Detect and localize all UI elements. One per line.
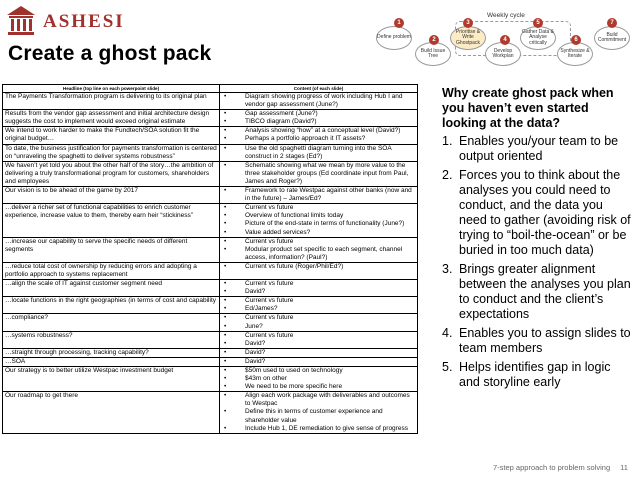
headline-cell: …locate functions in the right geographies (in terms of cost and capability <box>3 297 220 314</box>
content-bullet: • $50m used to used on technology <box>222 367 415 375</box>
table-row <box>3 280 418 297</box>
reason-item <box>442 326 632 356</box>
reason-number: 1. <box>442 134 453 148</box>
headline-cell: To date, the business justification for payments transformation is centered on “unraveling the spaghetti to deliver systems robustness” <box>3 144 220 161</box>
content-bullet: • David? <box>222 288 415 296</box>
content-bullet: • Current vs future <box>222 280 415 288</box>
content-cell <box>220 314 418 331</box>
reason-text: Forces you to think about the analyses you could need to conduct, and the data you need to gather (avoiding risk of trying to “boil-the-ocean” or be buried in too much data) <box>459 168 631 257</box>
table-row <box>3 204 418 237</box>
reason-number: 4. <box>442 326 453 340</box>
content-bullet: • Ed/James? <box>222 305 415 313</box>
content-bullet: • Analysis showing “how” at a conceptual level (David?) <box>222 127 415 135</box>
step-1-label: Define problem <box>377 34 411 41</box>
headline-cell: …increase our capability to serve the specific needs of different segments <box>3 237 220 262</box>
step-6 <box>557 42 593 66</box>
slide-title: Create a ghost pack <box>8 42 212 65</box>
reason-number: 3. <box>442 262 453 276</box>
content-bullet: • Framework to rate Westpac against other banks (now and in the future) – James/Ed? <box>222 187 415 203</box>
step-5-label: Gather Data & Analyse critically <box>522 28 554 46</box>
footer-text: 7-step approach to problem solving <box>493 463 611 472</box>
ghost-pack-table <box>2 84 418 434</box>
reason-number: 2. <box>442 168 453 182</box>
step-7-label: Build Commitment <box>597 31 627 43</box>
table-body <box>3 93 418 434</box>
content-cell <box>220 348 418 357</box>
table-row <box>3 357 418 366</box>
content-bullet: • Use the old spaghetti diagram turning into the SOA construct in 2 stages (Ed?) <box>222 145 415 161</box>
content-bullet: • Overview of functional limits today <box>222 212 415 220</box>
content-bullet: • Picture of the end-state in terms of functionality (June?) <box>222 220 415 228</box>
step-7 <box>594 26 630 50</box>
reason-text: Brings greater alignment between the analyses you plan to conduct and the client’s expectations <box>459 262 631 321</box>
content-bullet: • Schematic showing what we mean by more value to the three stakeholder groups (Ed coordinate input from Paul, James and Roger?) <box>222 162 415 186</box>
headline-cell: …reduce total cost of ownership by reducing errors and adopting a portfolio approach to systems replacement <box>3 262 220 279</box>
header-headline: Headline (top line on each powerpoint slide) <box>3 85 220 93</box>
headline-cell: Our strategy is to better utilize Westpac investment budget <box>3 367 220 392</box>
content-bullet: • Define this in terms of customer experience and shareholder value <box>222 408 415 424</box>
table-row <box>3 392 418 433</box>
table-row <box>3 144 418 161</box>
process-diagram <box>370 8 638 74</box>
content-cell <box>220 357 418 366</box>
content-cell <box>220 297 418 314</box>
reason-text: Helps identifies gap in logic and storyline early <box>459 360 611 389</box>
step-3 <box>450 26 486 50</box>
headline-cell: Our vision is to be ahead of the game by 2017 <box>3 187 220 204</box>
table-row <box>3 331 418 348</box>
table-row <box>3 297 418 314</box>
content-cell <box>220 331 418 348</box>
step-4 <box>485 42 521 66</box>
reason-number: 5. <box>442 360 453 374</box>
step-4-number: 4 <box>500 35 510 45</box>
content-bullet: • David? <box>222 358 415 366</box>
content-cell <box>220 262 418 279</box>
content-bullet: • Current vs future <box>222 204 415 212</box>
step-3-label: Prioritise & Write Ghostpack <box>455 28 481 46</box>
table-row <box>3 237 418 262</box>
table-row <box>3 262 418 279</box>
content-bullet: • Current vs future <box>222 332 415 340</box>
table-row <box>3 367 418 392</box>
table-row <box>3 187 418 204</box>
content-bullet: • Current vs future <box>222 314 415 322</box>
step-2-label: Build Issue Tree <box>420 47 446 59</box>
step-6-label: Synthesize & Iterate <box>560 47 590 59</box>
content-bullet: • TIBCO diagram (David?) <box>222 118 415 126</box>
reason-item <box>442 168 632 258</box>
reason-item <box>442 262 632 322</box>
content-bullet: • Diagram showing progress of work including Hub I and vendor gap assessment (June?) <box>222 93 415 109</box>
headline-cell: …straight through processing, tracking capability? <box>3 348 220 357</box>
headline-cell: …deliver a richer set of functional capabilities to enrich customer experience, increase value to them, thereby earn heir “stickiness” <box>3 204 220 237</box>
content-bullet: • Current vs future (Roger/Phil/Ed?) <box>222 263 415 271</box>
table-row <box>3 348 418 357</box>
headline-cell: Results from the vendor gap assessment and initial architecture design suggests the cost to implement would exceed original estimate <box>3 110 220 127</box>
logo-text: ASHESI <box>43 11 125 32</box>
step-1-number: 1 <box>394 18 404 28</box>
weekly-cycle-label: Weekly cycle <box>487 12 525 19</box>
page-number: 11 <box>620 463 628 472</box>
content-cell <box>220 204 418 237</box>
content-cell <box>220 367 418 392</box>
headline-cell: Our roadmap to get there <box>3 392 220 433</box>
content-cell <box>220 187 418 204</box>
content-cell <box>220 237 418 262</box>
why-ghost-pack-panel <box>442 86 632 394</box>
table-row <box>3 161 418 186</box>
headline-cell: …compliance? <box>3 314 220 331</box>
table-row <box>3 110 418 127</box>
headline-cell: …align the scale of IT against customer segment need <box>3 280 220 297</box>
reason-item <box>442 360 632 390</box>
content-cell <box>220 161 418 186</box>
headline-cell: The Payments Transformation program is delivering to its original plan <box>3 93 220 110</box>
step-1 <box>376 26 412 50</box>
content-bullet: • June? <box>222 323 415 331</box>
step-6-number: 6 <box>571 35 581 45</box>
content-cell <box>220 110 418 127</box>
content-bullet: • Current vs future <box>222 297 415 305</box>
table-row <box>3 314 418 331</box>
step-7-number: 7 <box>607 18 617 28</box>
content-cell <box>220 127 418 144</box>
step-2-number: 2 <box>429 35 439 45</box>
table-row <box>3 127 418 144</box>
headline-cell: …systems robustness? <box>3 331 220 348</box>
content-bullet: • David? <box>222 340 415 348</box>
step-5 <box>520 26 556 50</box>
headline-cell: We intend to work harder to make the Fundtech/SOA solution fit the original budget… <box>3 127 220 144</box>
reason-text: Enables you to assign slides to team members <box>459 326 631 355</box>
ashesi-logo <box>6 5 156 39</box>
panel-heading: Why create ghost pack when you haven’t even started looking at the data? <box>442 86 614 130</box>
step-2 <box>415 42 451 66</box>
content-bullet: • Align each work package with deliverables and outcomes to Westpac <box>222 392 415 408</box>
reason-item <box>442 134 632 164</box>
footer <box>493 463 628 472</box>
headline-cell: …SOA <box>3 357 220 366</box>
content-cell <box>220 93 418 110</box>
content-bullet: • David? <box>222 349 415 357</box>
reasons-list <box>442 134 632 390</box>
content-cell <box>220 144 418 161</box>
content-cell <box>220 280 418 297</box>
content-bullet: • Value added services? <box>222 229 415 237</box>
step-4-label: Develop Workplan <box>492 47 514 59</box>
content-bullet: • Gap assessment (June?) <box>222 110 415 118</box>
content-bullet: • $43m on other <box>222 375 415 383</box>
header-content: Content (of each slide) <box>220 85 418 93</box>
content-bullet: • Modular product set specific to each segment, channel access, information? (Paul?) <box>222 246 415 262</box>
content-bullet: • Perhaps a portfolio approach it IT assets? <box>222 135 415 143</box>
table-row <box>3 93 418 110</box>
headline-cell: We haven’t yet told you about the other half of the story…the ambition of delivering a truly transformational program for customers, shareholders and employees <box>3 161 220 186</box>
content-cell <box>220 392 418 433</box>
content-bullet: • Include Hub 1, DE remediation to give sense of progress <box>222 425 415 433</box>
content-bullet: • Current vs future <box>222 238 415 246</box>
step-3-number: 3 <box>463 18 473 28</box>
step-5-number: 5 <box>533 18 543 28</box>
temple-icon <box>6 5 36 37</box>
content-bullet: • We need to be more specific here <box>222 383 415 391</box>
reason-text: Enables you/your team to be output oriented <box>459 134 619 163</box>
